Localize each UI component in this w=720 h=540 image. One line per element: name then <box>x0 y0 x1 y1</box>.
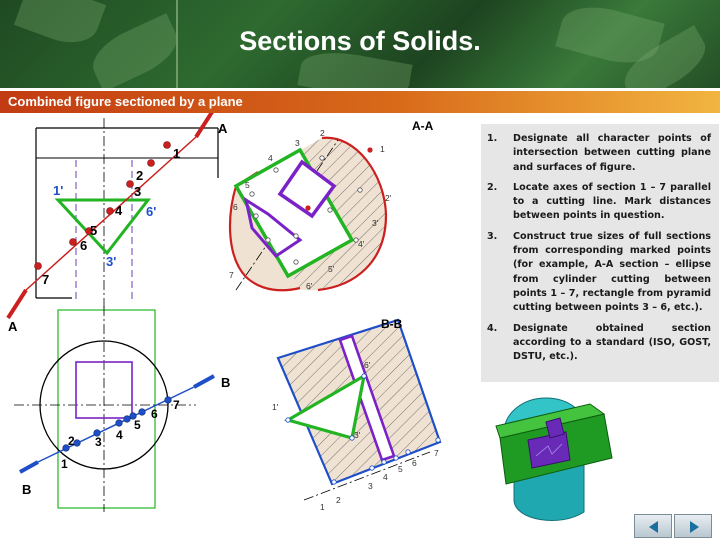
cut-line-a-end <box>196 113 214 137</box>
section-bb-title: B-B <box>381 317 403 331</box>
section-title: Combined figure sectioned by a plane <box>8 94 243 109</box>
aa-label-6: 6 <box>233 202 238 212</box>
aa-label-2-prime: 2' <box>385 193 392 203</box>
top-label-1: 1 <box>61 457 68 471</box>
instruction-text: Construct true sizes of full sections from corresponding marked points (for example, A-A section – ellipse from cylinder cutting between points 1 – 7, rectangle from pyramid cutting between points 3 – 6, etc.). <box>513 230 711 314</box>
aa-label-1: 1 <box>380 144 385 154</box>
bb-label-1: 1 <box>320 502 325 512</box>
front-label-6-prime: 6' <box>146 204 157 219</box>
front-label-7: 7 <box>42 272 50 287</box>
instruction-item <box>487 322 711 365</box>
top-label-3: 3 <box>95 435 102 449</box>
header-divider <box>176 0 178 88</box>
bb-label-2: 2 <box>336 495 341 505</box>
front-label-4: 4 <box>115 203 123 218</box>
bb-label-1-prime: 1' <box>272 402 279 412</box>
cut-line-b-end <box>20 462 38 472</box>
aa-label-2: 2 <box>320 128 325 138</box>
top-label-2: 2 <box>68 434 75 448</box>
3d-model-illustration <box>496 398 612 521</box>
aa-label-3: 3 <box>295 138 300 148</box>
leaf-decoration <box>85 13 186 88</box>
top-label-7: 7 <box>173 398 180 412</box>
aa-label-5-prime: 5' <box>328 264 335 274</box>
previous-slide-button[interactable] <box>634 514 672 538</box>
aa-label-6-prime: 6' <box>306 281 313 291</box>
aa-label-4: 4 <box>268 153 273 163</box>
instruction-number: 2. <box>487 181 498 193</box>
front-view <box>8 113 228 334</box>
front-label-2: 2 <box>136 168 144 183</box>
aa-label-5: 5 <box>245 180 250 190</box>
instruction-number: 4. <box>487 322 498 334</box>
front-label-1-prime: 1' <box>53 183 64 198</box>
instruction-item <box>487 181 711 224</box>
cut-label-b-top: B <box>221 375 231 390</box>
front-label-1: 1 <box>173 146 181 161</box>
cut-label-a-top: A <box>218 121 228 136</box>
bb-label-6: 6 <box>412 458 417 468</box>
bb-label-5: 5 <box>398 464 403 474</box>
top-label-6: 6 <box>151 407 158 421</box>
triangle-left-icon <box>648 521 660 533</box>
cut-line-a-end <box>8 290 26 318</box>
instructions-panel <box>481 124 719 382</box>
section-bb <box>272 317 440 512</box>
top-label-5: 5 <box>134 418 141 432</box>
header-banner <box>0 0 720 88</box>
next-slide-button[interactable] <box>674 514 712 538</box>
aa-label-7: 7 <box>229 270 234 280</box>
cut-label-a-bottom: A <box>8 319 18 334</box>
bb-label-7: 7 <box>434 448 439 458</box>
front-label-3: 3 <box>134 184 142 199</box>
instruction-text: Designate all character points of intersection between cutting plane and surfaces of figure. <box>513 133 711 173</box>
bb-label-3-prime: 3' <box>354 430 361 440</box>
section-bar <box>0 91 720 113</box>
leaf-decoration <box>14 0 106 52</box>
instruction-number: 3. <box>487 230 498 242</box>
front-label-6: 6 <box>80 238 88 253</box>
instruction-text: Locate axes of section 1 – 7 parallel to a cutting line. Mark distances between points in question. <box>513 181 711 222</box>
page-title: Sections of Solids. <box>239 26 481 56</box>
section-aa <box>229 119 434 291</box>
aa-label-3-prime: 3' <box>372 218 379 228</box>
top-label-4: 4 <box>116 428 123 442</box>
instruction-number: 1. <box>487 133 498 144</box>
bb-label-6-prime: 6' <box>364 360 371 370</box>
section-aa-title: A-A <box>412 119 434 133</box>
bb-label-3: 3 <box>368 481 373 491</box>
triangle-right-icon <box>688 521 700 533</box>
aa-label-4-prime: 4' <box>358 239 365 249</box>
cut-line-b-end <box>194 376 214 387</box>
front-label-3-prime: 3' <box>106 254 117 269</box>
top-view <box>14 306 230 512</box>
instruction-item <box>487 230 711 316</box>
bb-label-4: 4 <box>383 472 388 482</box>
instruction-text: Designate obtained section according to a standard (ISO, GOST, DSTU, etc.). <box>513 322 711 363</box>
front-label-5: 5 <box>90 223 98 238</box>
instruction-item <box>487 132 711 175</box>
cut-label-b-bottom: B <box>22 482 32 497</box>
